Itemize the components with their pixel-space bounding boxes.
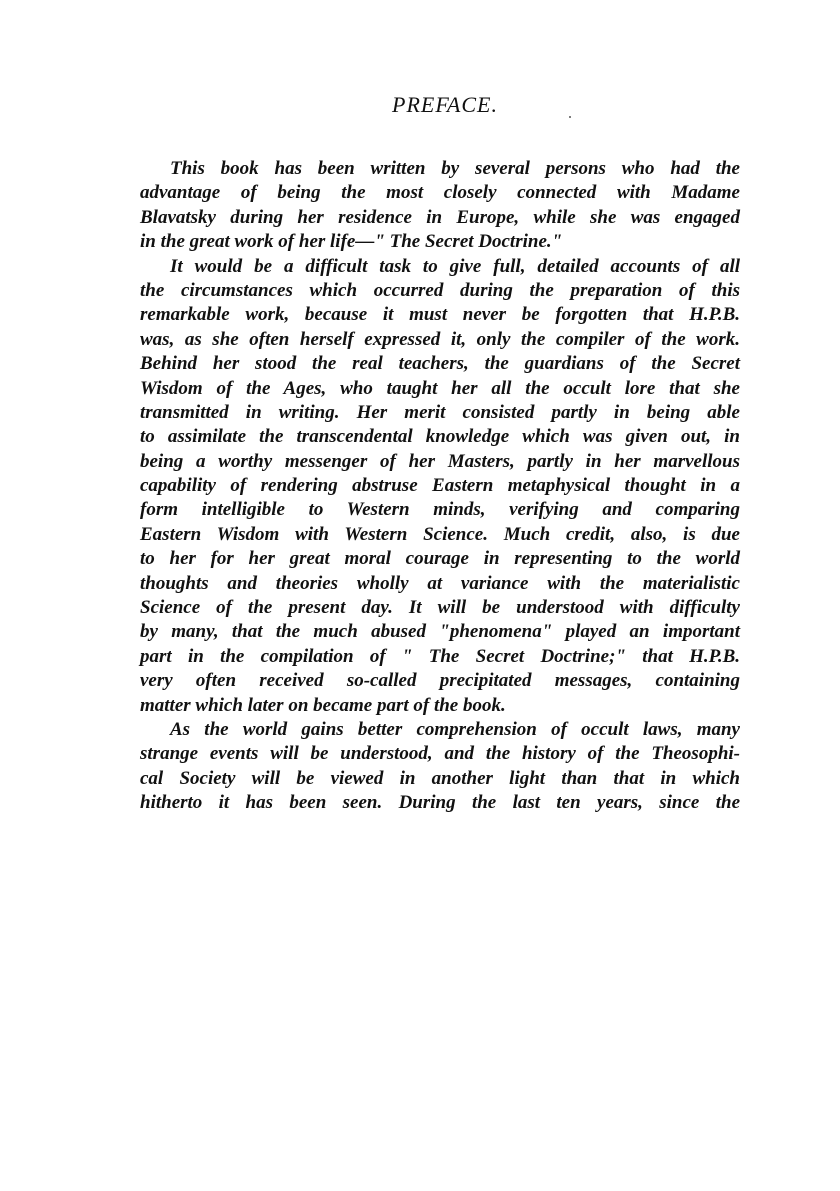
paragraph-2-line: remarkable work, because it must never be forgotten that H.P.B. [140, 304, 740, 326]
paragraph-2-line: to her for her great moral courage in representing to the world [140, 548, 740, 570]
paragraph-2-line: thoughts and theories wholly at variance with the materialistic [140, 572, 740, 594]
paragraph-2-line: Behind her stood the real teachers, the guardians of the Secret [140, 353, 740, 375]
paragraph-3-line: hitherto it has been seen. During the last ten years, since the [140, 792, 740, 814]
paragraph-2-line: the circumstances which occurred during the preparation of this [140, 279, 740, 301]
paragraph-2-line: form intelligible to Western minds, verifying and comparing [140, 499, 740, 521]
paragraph-3-line: As the world gains better comprehension of occult laws, many [170, 718, 740, 740]
paragraph-3-line: strange events will be understood, and the history of the Theosophi- [140, 743, 740, 765]
paragraph-1-line: in the great work of her life—" The Secret Doctrine." [140, 231, 563, 253]
paragraph-2-line: capability of rendering abstruse Eastern metaphysical thought in a [140, 475, 740, 497]
paragraph-2-line: being a worthy messenger of her Masters, partly in her marvellous [140, 450, 740, 472]
paragraph-2-line: matter which later on became part of the book. [140, 694, 506, 716]
paragraph-3-line: cal Society will be viewed in another light than that in which [140, 767, 740, 789]
paragraph-2-line: part in the compilation of " The Secret Doctrine;" that H.P.B. [140, 645, 740, 667]
paragraph-2-line: transmitted in writing. Her merit consisted partly in being able [140, 401, 740, 423]
paragraph-2-line: It would be a difficult task to give full, detailed accounts of all [170, 255, 740, 277]
paragraph-2-line: to assimilate the transcendental knowledge which was given out, in [140, 426, 740, 448]
paragraph-1-line: This book has been written by several persons who had the [170, 158, 740, 179]
paragraph-2-line: Eastern Wisdom with Western Science. Much credit, also, is due [140, 523, 740, 545]
paragraph-2-line: was, as she often herself expressed it, only the compiler of the work. [140, 328, 740, 350]
page-title: PREFACE. [392, 92, 498, 117]
paragraph-1-line: Blavatsky during her residence in Europe, while she was engaged [140, 206, 740, 228]
paragraph-1-line: advantage of being the most closely connected with Madame [140, 182, 740, 204]
paragraph-2-line: very often received so-called precipitated messages, containing [140, 670, 740, 692]
paragraph-2-line: by many, that the much abused "phenomena" played an important [140, 621, 740, 643]
paragraph-2-line: Wisdom of the Ages, who taught her all the occult lore that she [140, 377, 740, 399]
paragraph-2-line: Science of the present day. It will be understood with difficulty [140, 597, 740, 619]
preface-body [140, 157, 740, 816]
print-speck [569, 116, 571, 118]
